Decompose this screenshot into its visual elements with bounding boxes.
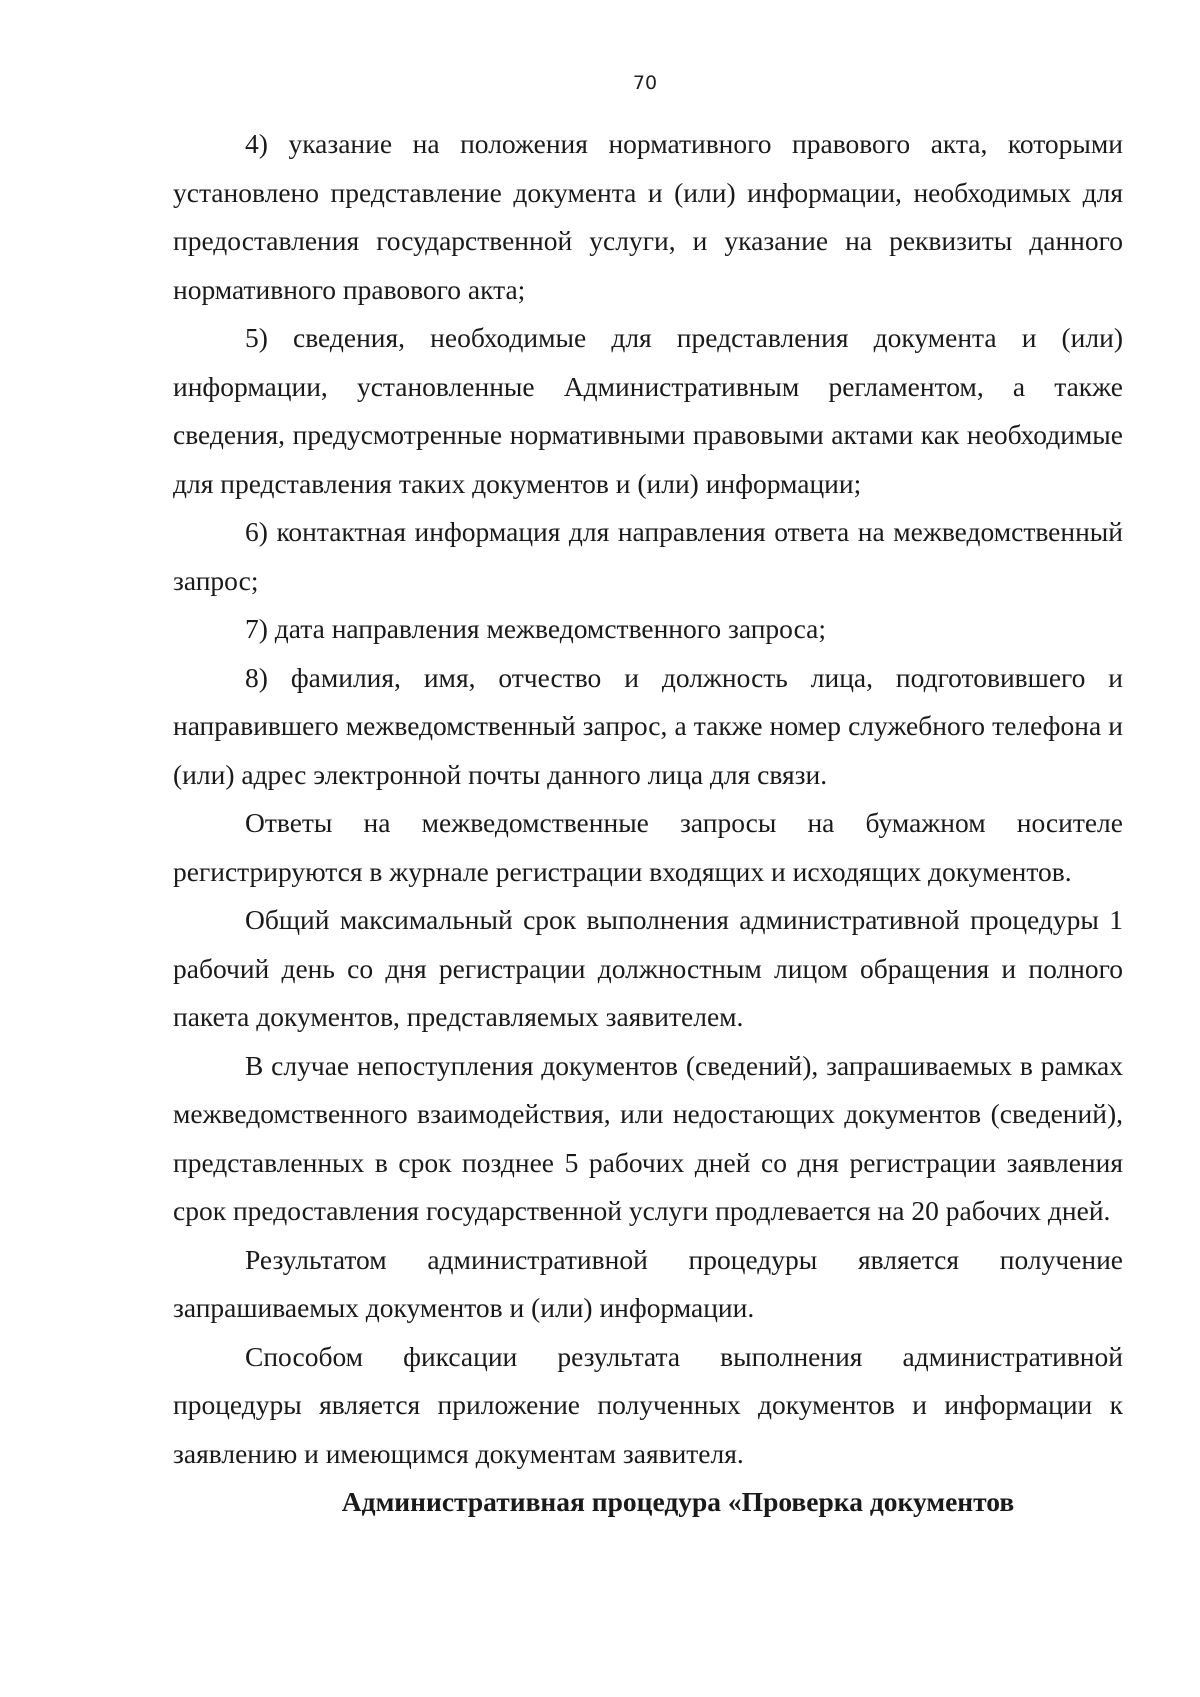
paragraph-non-receipt: В случае непоступления документов (сведений), запрашиваемых в рамках межведомственного взаимодействия, или недостающих документов (сведений), представленных в срок позднее 5 рабочих дней со дня регистрации заявления срок предоставления государственной услуги продлевается на 20 рабочих дней.: [173, 1049, 1123, 1226]
paragraph-item-4: 4) указание на положения нормативного правового акта, которыми установлено представление документа и (или) информации, необходимых для предоставления государственной услуги, и указание на реквизиты данного нормативного правового акта;: [173, 128, 1123, 305]
paragraph-item-5: 5) сведения, необходимые для представления документа и (или) информации, установленные Административным регламентом, а также сведения, предусмотренные нормативными правовыми актами как необходимые для представления таких документов и (или) информации;: [173, 322, 1123, 499]
page-number: 70: [632, 72, 658, 94]
paragraph-result: Результатом административной процедуры является получение запрашиваемых документов и (или) информации.: [173, 1243, 1123, 1323]
document-body: [173, 120, 1123, 1527]
paragraph-responses-registration: Ответы на межведомственные запросы на бумажном носителе регистрируются в журнале регистрации входящих и исходящих документов.: [173, 807, 1123, 887]
paragraph-max-term: Общий максимальный срок выполнения административной процедуры 1 рабочий день со дня регистрации должностным лицом обращения и полного пакета документов, представляемых заявителем.: [173, 904, 1123, 1032]
section-heading: Административная процедура «Проверка документов: [341, 1486, 1015, 1517]
paragraph-item-7: 7) дата направления межведомственного запроса;: [245, 613, 826, 644]
paragraph-fixation: Способом фиксации результата выполнения административной процедуры является приложение полученных документов и информации к заявлению и имеющимся документам заявителя.: [173, 1340, 1123, 1469]
paragraph-item-8: 8) фамилия, имя, отчество и должность лица, подготовившего и направившего межведомственный запрос, а также номер служебного телефона и (или) адрес электронной почты данного лица для связи.: [173, 661, 1123, 790]
paragraph-item-6: 6) контактная информация для направления ответа на межведомственный запрос;: [173, 516, 1123, 596]
